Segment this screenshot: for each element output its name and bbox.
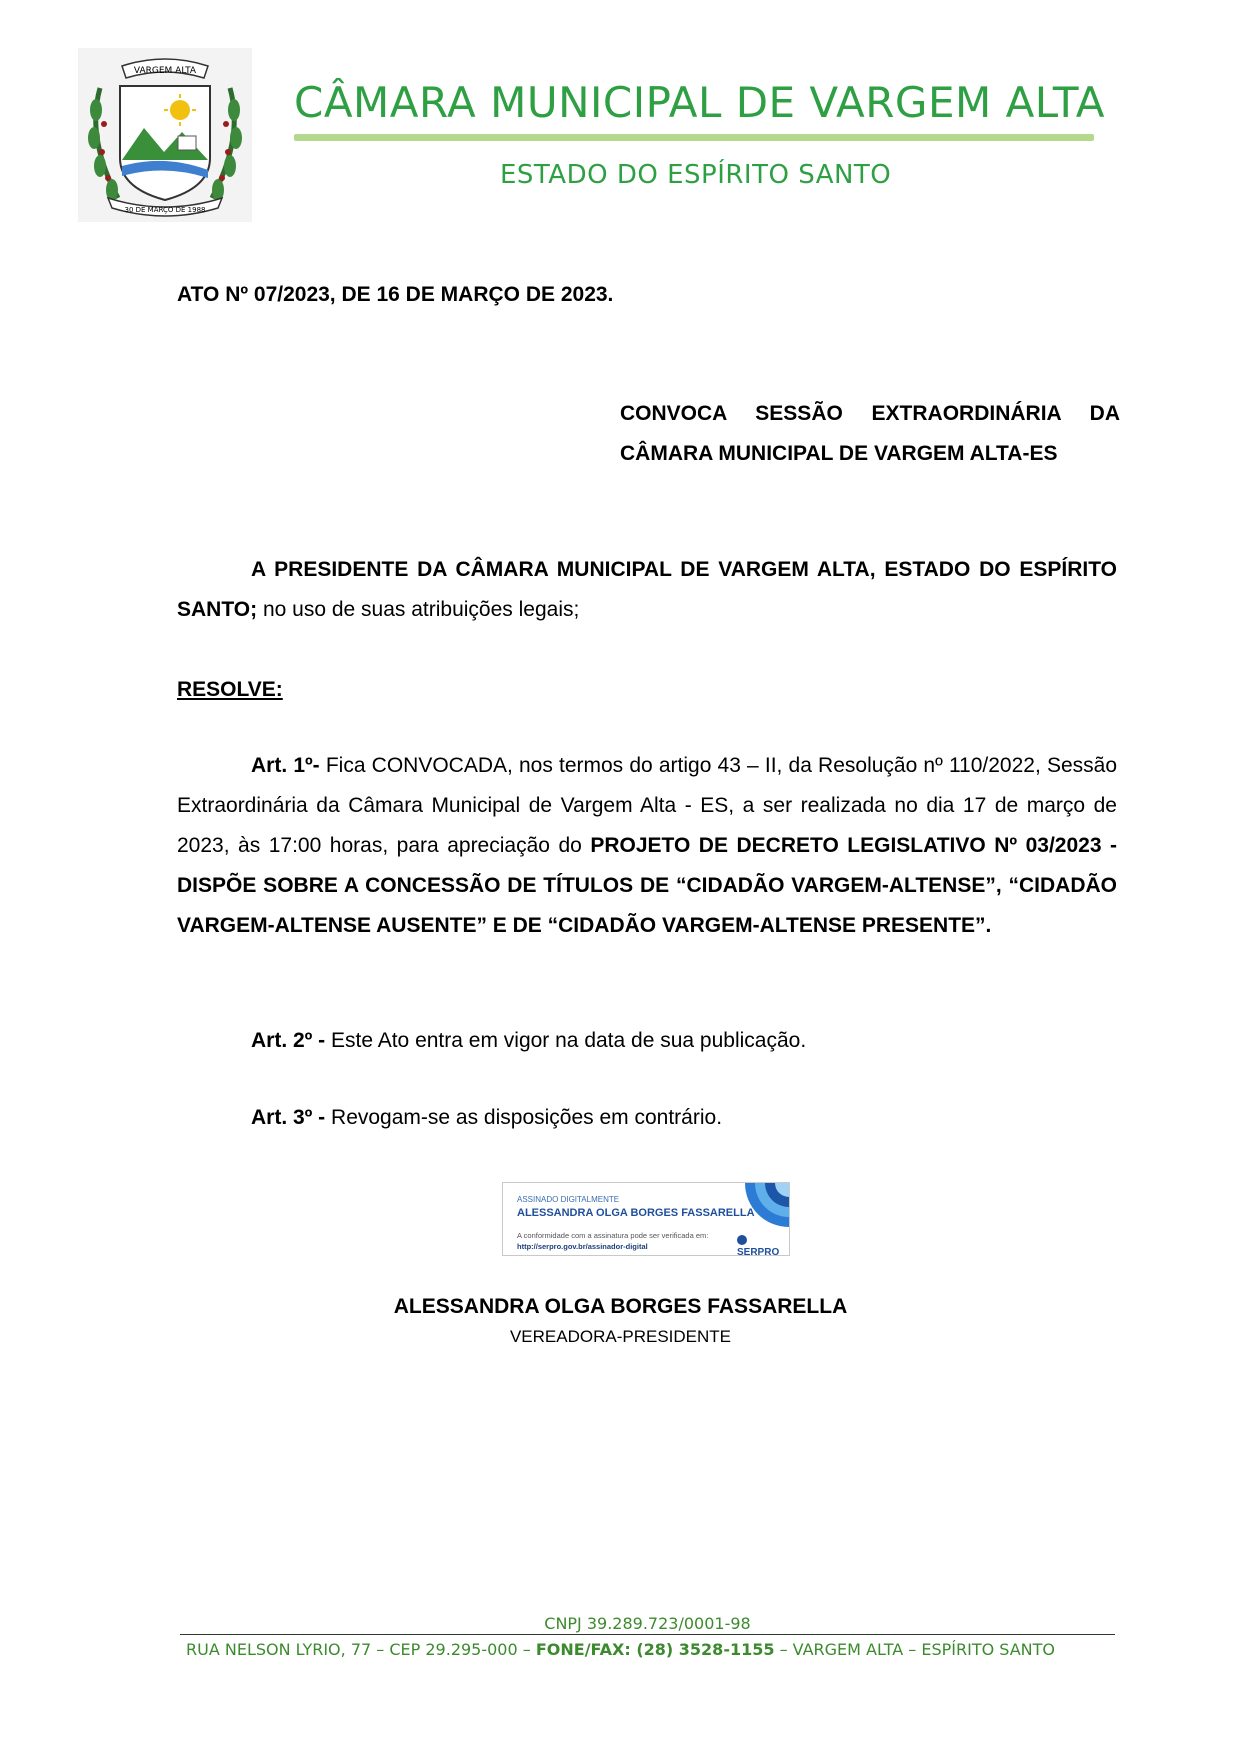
signature-name: ALESSANDRA OLGA BORGES FASSARELLA — [517, 1207, 755, 1219]
serpro-icon — [737, 1235, 747, 1245]
digital-signature-stamp — [502, 1182, 790, 1256]
header-rule — [294, 134, 1094, 141]
footer-cnpj: CNPJ 39.289.723/0001-98 — [544, 1614, 751, 1633]
act-summary-line1: CONVOCA SESSÃO EXTRAORDINÁRIA DA — [620, 402, 1120, 425]
article-3 — [177, 1098, 1117, 1138]
preamble-text: no uso de suas atribuições legais; — [257, 598, 580, 621]
footer-address: RUA NELSON LYRIO, 77 – CEP 29.295-000 – FONE/FAX: (28) 3528-1155 – VARGEM ALTA – ESPÍRITO SANTO — [186, 1640, 1055, 1659]
article-2 — [177, 1021, 1117, 1061]
footer-phone: FONE/FAX: (28) 3528-1155 — [535, 1640, 775, 1659]
signer-role: VEREADORA-PRESIDENTE — [509, 1327, 732, 1346]
article-1-label: Art. 1º- — [251, 754, 320, 777]
header-title: CÂMARA MUNICIPAL DE VARGEM ALTA — [294, 78, 1106, 127]
header-subtitle: ESTADO DO ESPÍRITO SANTO — [500, 160, 892, 190]
act-summary-line2: CÂMARA MUNICIPAL DE VARGEM ALTA-ES — [620, 442, 1058, 465]
footer-cnpj-line — [180, 1612, 1115, 1635]
article-3-label: Art. 3º - — [251, 1106, 326, 1129]
signature-label: ASSINADO DIGITALMENTE — [517, 1195, 620, 1204]
signer-name: ALESSANDRA OLGA BORGES FASSARELLA — [393, 1295, 848, 1318]
signature-note: A conformidade com a assinatura pode ser verificada em: — [517, 1231, 709, 1240]
article-1 — [177, 746, 1117, 946]
article-1-text: Fica CONVOCADA, nos termos do artigo 43 – II, da Resolução nº 110/2022, Sessão Extraordinária da Câmara Municipal de Vargem Alta - ES, a ser realizada no dia 17 de março de 2023, às 17:00 horas, para apreciação do — [177, 754, 1118, 857]
article-2-label: Art. 2º - — [251, 1029, 326, 1052]
preamble — [177, 550, 1117, 630]
act-number: ATO Nº 07/2023, DE 16 DE MARÇO DE 2023. — [177, 283, 614, 306]
svg-text:30 DE MARÇO DE 1988: 30 DE MARÇO DE 1988 — [124, 206, 206, 214]
preamble-bold: A PRESIDENTE DA CÂMARA MUNICIPAL DE VARGEM ALTA, ESTADO DO ESPÍRITO SANTO; — [177, 558, 1117, 621]
svg-text:VARGEM ALTA: VARGEM ALTA — [133, 66, 197, 76]
article-2-text: Este Ato entra em vigor na data de sua publicação. — [325, 1029, 807, 1052]
article-3-text: Revogam-se as disposições em contrário. — [325, 1106, 723, 1129]
resolve-heading: RESOLVE: — [177, 678, 283, 701]
serpro-logo: SERPRO — [737, 1235, 789, 1256]
signature-link[interactable]: http://serpro.gov.br/assinador-digital — [517, 1242, 648, 1251]
article-1-bold: PROJETO DE DECRETO LEGISLATIVO Nº 03/2023 - DISPÕE SOBRE A CONCESSÃO DE TÍTULOS DE “CIDADÃO VARGEM-ALTENSE”, “CIDADÃO VARGEM-ALTENSE AUSENTE” E DE “CIDADÃO VARGEM-ALTENSE PRESENTE”. — [177, 834, 1117, 937]
municipal-crest — [78, 48, 252, 222]
